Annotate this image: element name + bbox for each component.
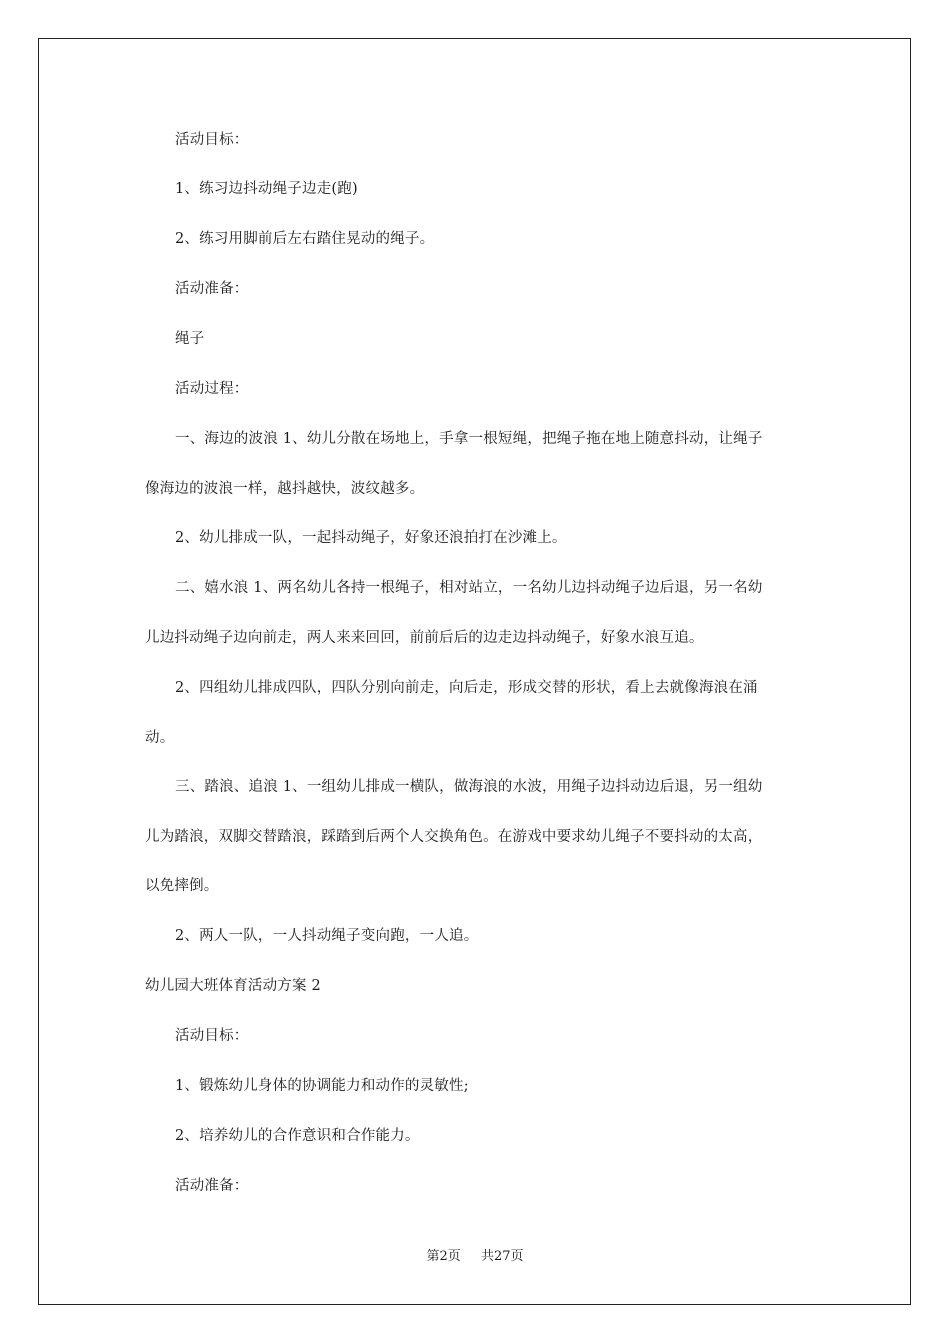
paragraph-continuation: 以免摔倒。 (145, 878, 219, 894)
paragraph: 一、海边的波浪 1、幼儿分散在场地上，手拿一根短绳，把绳子拖在地上随意抖动，让绳子 (175, 431, 763, 447)
paragraph-continuation: 动。 (145, 730, 175, 746)
paragraph: 二、嬉水浪 1、两名幼儿各持一根绳子，相对站立，一名幼儿边抖动绳子边后退，另一名幼 (175, 580, 763, 596)
paragraph: 2、四组幼儿排成四队，四队分别向前走，向后走，形成交替的形状，看上去就像海浪在涌 (175, 680, 758, 696)
paragraph: 2、幼儿排成一队，一起抖动绳子，好象还浪拍打在沙滩上。 (175, 530, 567, 546)
section-heading-goals: 活动目标： (175, 1028, 249, 1044)
paragraph: 2、练习用脚前后左右踏住晃动的绳子。 (175, 231, 435, 247)
document-section-title: 幼儿园大班体育活动方案 2 (145, 978, 321, 994)
paragraph: 2、两人一队，一人抖动绳子变向跑，一人追。 (175, 928, 479, 944)
paragraph: 2、培养幼儿的合作意识和合作能力。 (175, 1128, 420, 1144)
paragraph-continuation: 儿边抖动绳子边向前走，两人来来回回，前前后后的边走边抖动绳子，好象水浪互追。 (145, 630, 704, 646)
paragraph: 1、锻炼幼儿身体的协调能力和动作的灵敏性; (175, 1078, 469, 1094)
paragraph-continuation: 像海边的波浪一样，越抖越快，波纹越多。 (145, 481, 425, 497)
section-heading-goals: 活动目标： (175, 132, 249, 148)
paragraph: 1、练习边抖动绳子边走(跑) (175, 181, 358, 197)
paragraph: 三、踏浪、追浪 1、一组幼儿排成一横队，做海浪的水波，用绳子边抖动边后退，另一组幼 (175, 779, 763, 795)
section-heading-prep: 活动准备： (175, 281, 249, 297)
page-footer (0, 1248, 950, 1266)
section-heading-process: 活动过程： (175, 381, 249, 397)
page-border (38, 38, 911, 1305)
paragraph: 绳子 (175, 331, 205, 347)
page-total: 共27页 (481, 1249, 524, 1264)
paragraph-continuation: 儿为踏浪，双脚交替踏浪，踩踏到后两个人交换角色。在游戏中要求幼儿绳子不要抖动的太高， (145, 829, 763, 845)
section-heading-prep: 活动准备： (175, 1178, 249, 1194)
page-number: 第2页 (426, 1249, 461, 1264)
